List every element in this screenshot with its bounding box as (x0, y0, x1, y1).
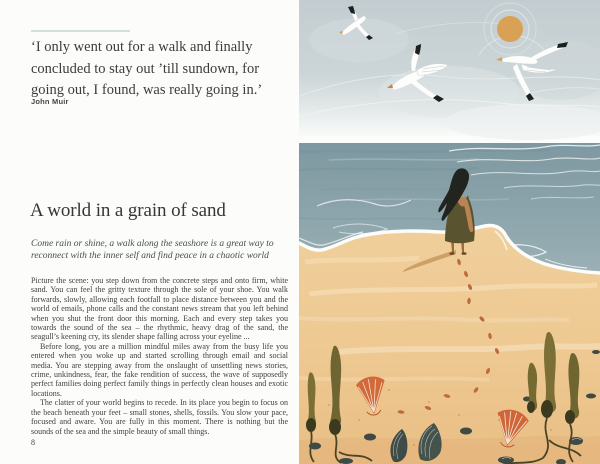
quote-rule (31, 30, 130, 32)
subtitle-line: reconnect with the inner self and find peace in a chaotic world (31, 251, 269, 261)
article-subtitle (31, 238, 274, 262)
quote-line: going out, I found, was really going in.’ (31, 82, 263, 98)
subtitle-line: Come rain or shine, a walk along the seashore is a great way to (31, 239, 274, 249)
quote-line: ‘I only went out for a walk and finally (31, 39, 253, 55)
body-paragraph: The clatter of your world begins to recede. In its place you begin to focus on the beach beneath your feet – small stones, shells, fossils. You slow your pace, focused and aware. You are fully in this moment. There is nothing but the sounds of the sea and the simple beauty of small things. (31, 398, 288, 436)
body-paragraph: Picture the scene: you step down from the concrete steps and onto firm, white sand. You can feel the gritty texture through the sole of your shoe. You walk forwards, slowly, allowing each footfall to place distance between you and the world of emails, phone calls and the constant news stream that you left behind when you shut the front door this morning. Each and every step takes you towards the sound of the sea – the rhythmic, heavy drag of the sand, the seagull’s keening cry, its slender shape falling across your eyeline ... (31, 276, 288, 342)
quote-attribution: John Muir (31, 97, 69, 106)
quote-line: concluded to stay out ’till sundown, for (31, 60, 260, 77)
body-paragraph: Before long, you are a million mindful miles away from the busy life you entered when you woke up and started scrolling through email and social media. You are stepping away from the onslaught of unsettling news stories, crime, unkindness, fear, the fake rendition of success, the wave of supposedly perfect families doing perfect family things in perfectly clean houses and exotic locations. (31, 341, 288, 398)
article-title: A world in a grain of sand (30, 200, 226, 221)
page-number: 8 (31, 438, 35, 447)
pull-quote (31, 37, 262, 102)
beach-illustration (299, 0, 600, 464)
article-body (31, 276, 288, 436)
